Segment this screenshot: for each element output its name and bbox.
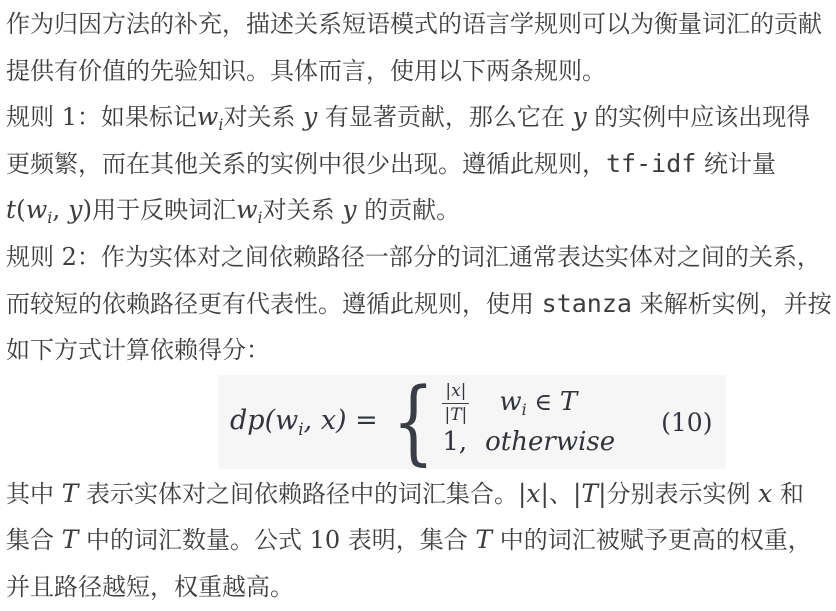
text-segment: t [6,195,17,225]
subscript-i: i [298,419,304,440]
text-segment: 并且路径越短，权重越高。 [6,572,294,601]
case-2-value: 1, [442,427,468,458]
text-segment: 而较短的依赖路径更有代表性。遵循此规则，使用 [6,289,542,318]
text-segment: 中的词汇被赋予更高的权重， [492,526,812,555]
text-segment: 集合 [6,526,62,555]
text-segment: 表示实体对之间依赖路径中的词汇集合。 [78,479,518,508]
text-segment: 规则 1：如果标记 [6,103,197,132]
text-segment: y [303,102,318,132]
text-segment: 有显著贡献，那么它在 [317,103,573,132]
text-segment: T [581,478,599,508]
text-segment: i [47,208,53,228]
case-1-condition [499,387,577,419]
text-line [6,281,832,328]
element-of-symbol: ∈ [526,388,560,417]
text-segment: | [517,478,527,508]
text-line [6,327,832,374]
text-line [6,471,832,518]
text-segment: ) [82,195,93,225]
text-segment: T [61,478,79,508]
text-segment: 来解析实例，并按 [631,289,832,318]
text-segment: 规则 2：作为实体对之间依赖路径一部分的词汇通常表达实体对之间的关系， [6,242,821,271]
equation-block [6,368,832,476]
set-symbol: T [559,387,578,418]
text-segment: 用于反映词汇 [92,196,237,225]
fraction [442,381,469,425]
text-segment: 统计量 [696,149,776,178]
condition-var: w [499,387,522,418]
fraction-numerator: |x| [442,381,469,403]
text-segment: i [257,208,263,228]
text-segment: 提供有价值的先验知识。具体而言，使用以下两条规则。 [6,56,606,85]
text-segment: | [572,478,582,508]
text-segment: tf-idf [606,148,697,178]
text-segment: w [25,195,48,225]
left-curly-brace: { [391,368,435,476]
text-line [6,517,832,564]
text-line [6,1,832,48]
text-segment: 对关系 [223,103,304,132]
text-segment: 作为归因方法的补充，描述关系短语模式的语言学规则可以为衡量词汇的贡献 [6,10,822,38]
equation-10 [218,368,726,476]
text-segment: w [196,102,219,132]
text-segment: | [540,478,549,508]
text-segment: 更频繁，而在其他关系的实例中很少出现。遵循此规则， [6,149,606,178]
text-segment: 的实例中应该出现得 [586,103,811,132]
text-segment: | [598,478,607,508]
text-segment: 的贡献。 [356,196,461,225]
text-segment: x [526,478,541,508]
text-segment: 和 [772,479,804,508]
text-line [6,564,832,611]
text-segment: y [342,195,357,225]
paragraphs-before-equation [6,1,832,374]
text-segment: y [68,195,83,225]
text-segment: 如下方式计算依赖得分： [6,336,270,365]
text-line [6,94,832,141]
text-segment: stanza [541,288,632,318]
case-1 [442,381,615,425]
equation-number: (10) [661,407,713,437]
cases [442,381,615,463]
equation-lhs [230,405,378,440]
text-segment: w [236,195,258,225]
text-segment: T [61,525,79,555]
function-dp: dp(w [230,404,299,436]
text-segment: 对关系 [262,196,343,225]
fraction-denominator: |T| [444,404,468,425]
text-segment: 、 [548,479,573,508]
text-line [6,141,832,188]
paragraphs-after-equation [6,471,832,611]
text-segment: ( [16,195,26,225]
text-segment: 其中 [6,479,62,508]
text-segment: T [475,525,493,555]
text-segment: i [218,115,224,135]
text-segment: , [52,195,69,225]
text-segment: y [572,102,587,132]
case-2 [442,425,615,463]
condition-subscript: i [521,400,527,420]
text-segment: 分别表示实例 [606,479,759,508]
case-2-condition: otherwise [485,427,616,458]
equation-lhs-rest: , x) = [303,404,378,436]
text-line [6,48,832,95]
text-segment: x [758,478,773,508]
text-line [6,187,832,234]
text-segment: 中的词汇数量。公式 10 表明，集合 [78,526,476,555]
text-line [6,234,832,281]
